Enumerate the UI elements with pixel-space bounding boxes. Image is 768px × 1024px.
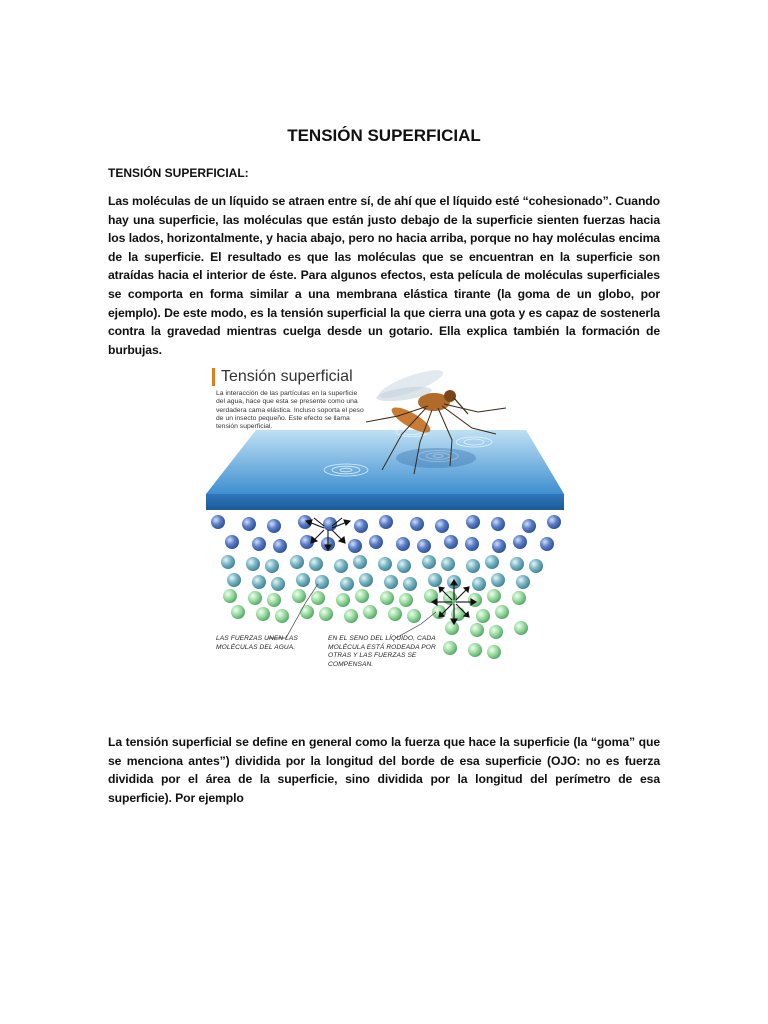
molecule-icon: [256, 607, 270, 621]
molecule-icon: [267, 593, 281, 607]
molecule-icon: [355, 589, 369, 603]
molecule-icon: [417, 539, 431, 553]
molecule-icon: [369, 535, 383, 549]
page-title: TENSIÓN SUPERFICIAL: [287, 126, 481, 145]
figure-label-bulk: EN EL SENO DEL LÍQUIDO, CADA MOLÉCULA ESTÁ RODEADA POR OTRAS Y LAS FUERZAS SE COMPENSAN.: [328, 635, 436, 668]
molecule-icon: [513, 535, 527, 549]
molecule-icon: [397, 559, 411, 573]
paragraph-definition: La tensión superficial se define en general como la fuerza que hace la superficie (la “goma” que se menciona antes”) dividida por la longitud del borde de esa superficie (OJO: no es fuerza dividida por el área de la superficie, sino dividida por la longitud del perímetro de esa superficie). Por ejemplo: [108, 735, 660, 805]
molecule-icon: [334, 559, 348, 573]
molecule-icon: [466, 559, 480, 573]
molecule-icon: [290, 555, 304, 569]
molecule-icon: [300, 605, 314, 619]
molecule-icon: [211, 515, 225, 529]
molecule-icon: [428, 573, 442, 587]
molecule-icon: [388, 607, 402, 621]
molecule-icon: [514, 621, 528, 635]
molecule-icon: [309, 557, 323, 571]
molecule-icon: [353, 555, 367, 569]
molecule-icon: [380, 591, 394, 605]
insect-shadow: [396, 448, 476, 468]
molecule-icon: [340, 577, 354, 591]
molecule-icon: [225, 535, 239, 549]
molecule-icon: [403, 577, 417, 591]
molecule-icon: [311, 591, 325, 605]
molecule-icon: [441, 557, 455, 571]
molecule-icon: [319, 607, 333, 621]
molecule-icon: [292, 589, 306, 603]
figure-description: La interacción de las partículas en la superficie del agua, hace que esta se presente como una verdadera cama elástica. Incluso soporta el peso de un insecto pequeño. Este efecto se llama tensión superficial.: [216, 390, 364, 431]
molecule-icon: [252, 575, 266, 589]
molecule-icon: [468, 643, 482, 657]
molecule-icon: [246, 557, 260, 571]
molecule-icon: [516, 575, 530, 589]
molecule-icon: [359, 573, 373, 587]
molecule-icon: [344, 609, 358, 623]
water-surface: [206, 430, 564, 494]
molecule-icon: [265, 559, 279, 573]
molecule-icon: [348, 539, 362, 553]
molecule-icon: [248, 591, 262, 605]
molecule-icon: [223, 589, 237, 603]
molecule-icon: [491, 573, 505, 587]
molecule-icon: [273, 539, 287, 553]
molecule-icon: [540, 537, 554, 551]
figure-label-surface: LAS FUERZAS UNEN LAS MOLÉCULAS DEL AGUA.: [216, 635, 298, 651]
molecule-icon: [468, 593, 482, 607]
molecule-icon: [476, 609, 490, 623]
surface-tension-illustration: [206, 362, 564, 682]
molecule-icon: [547, 515, 561, 529]
paragraph-intro: Las moléculas de un líquido se atraen entre sí, de ahí que el líquido esté “cohesionado”. Cuando hay una superficie, las moléculas que están justo debajo de la superficie sienten fuerzas hacia los lados, horizontalmente, y hacia abajo, pero no hacia arriba, porque no hay moléculas encima de la superficie. El resultado es que las moléculas que se encuentran en la superficie son atraídas hacia el interior de éste. Para algunos efectos, esta película de moléculas superficiales se comporta en forma similar a una membrana elástica tirante (la goma de un globo, por ejemplo). De este modo, es la tensión superficial la que cierra una gota y es capaz de sostenerla contra la gravedad mientras cuelga desde un gotario. Ella explica también la formación de burbujas.: [108, 194, 660, 357]
molecule-icon: [271, 577, 285, 591]
molecule-icon: [487, 645, 501, 659]
figure-title: Tensión superficial: [212, 368, 353, 386]
molecule-icon: [354, 519, 368, 533]
molecule-icon: [378, 557, 392, 571]
molecule-icon: [465, 537, 479, 551]
molecule-icon: [492, 539, 506, 553]
molecule-icon: [315, 575, 329, 589]
molecule-icon: [379, 515, 393, 529]
molecule-icon: [445, 621, 459, 635]
molecule-icon: [221, 555, 235, 569]
molecule-icon: [435, 519, 449, 533]
molecule-icon: [491, 517, 505, 531]
molecule-icon: [242, 517, 256, 531]
molecule-icon: [522, 519, 536, 533]
molecule-icon: [422, 555, 436, 569]
molecule-icon: [466, 515, 480, 529]
molecule-icon: [363, 605, 377, 619]
molecule-icon: [296, 573, 310, 587]
molecule-icon: [410, 517, 424, 531]
section-heading: TENSIÓN SUPERFICIAL:: [108, 166, 249, 180]
molecule-icon: [399, 593, 413, 607]
molecule-icon: [396, 537, 410, 551]
molecule-icon: [231, 605, 245, 619]
molecule-icon: [275, 609, 289, 623]
molecule-icon: [252, 537, 266, 551]
molecule-icon: [510, 557, 524, 571]
water-surface-edge: [206, 494, 564, 510]
molecule-icon: [495, 605, 509, 619]
molecule-icon: [472, 577, 486, 591]
molecule-icon: [267, 519, 281, 533]
molecule-icon: [487, 589, 501, 603]
molecule-icon: [512, 591, 526, 605]
molecule-icon: [489, 625, 503, 639]
molecule-icon: [470, 623, 484, 637]
molecule-icon: [336, 593, 350, 607]
molecule-icon: [407, 609, 421, 623]
molecule-icon: [444, 535, 458, 549]
molecule-icon: [384, 575, 398, 589]
molecule-icon: [485, 555, 499, 569]
molecule-icon: [227, 573, 241, 587]
molecule-icon: [529, 559, 543, 573]
